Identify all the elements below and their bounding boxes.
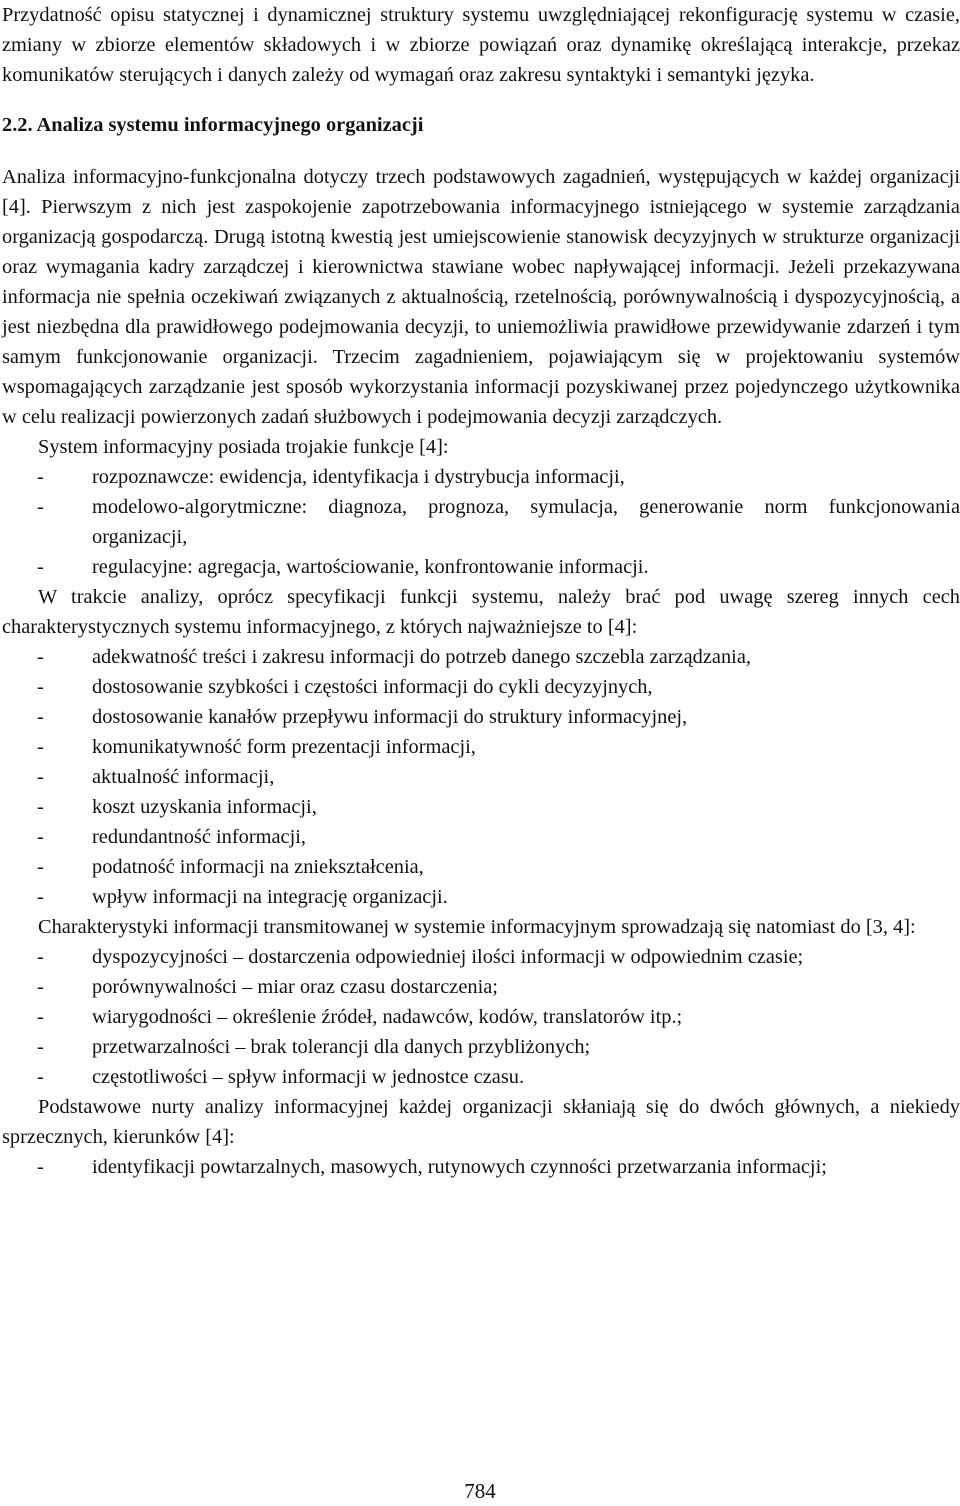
list-item-text: dyspozycyjności – dostarczenia odpowiedniej ilości informacji w odpowiednim czasie;: [92, 946, 804, 968]
list-item: [2, 1152, 960, 1182]
list-item: [2, 972, 960, 1002]
list-dash-marker: -: [37, 496, 44, 518]
list-characteristics: [2, 942, 960, 1092]
list-directions: [2, 1152, 960, 1182]
list-item-text: identyfikacji powtarzalnych, masowych, rutynowych czynności przetwarzania informacji;: [92, 1156, 827, 1178]
list-item-text: dostosowanie szybkości i częstości informacji do cykli decyzyjnych,: [92, 676, 653, 698]
list-item: [2, 672, 960, 702]
list-item-text: regulacyjne: agregacja, wartościowanie, konfrontowanie informacji.: [92, 556, 649, 578]
list-item: [2, 852, 960, 882]
list-dash-marker: -: [37, 466, 44, 488]
paragraph-features-intro: W trakcie analizy, oprócz specyfikacji funkcji systemu, należy brać pod uwagę szereg innych cech charakterystycznych systemu informacyjnego, z których najważniejsze to [4]:: [2, 586, 960, 638]
list-item: [2, 792, 960, 822]
paragraph-intro: Przydatność opisu statycznej i dynamicznej struktury systemu uwzględniającej rekonfigurację systemu w czasie, zmiany w zbiorze elementów składowych i w zbiorze powiązań oraz dynamikę określającą interakcje, przekaz komunikatów sterujących i danych zależy od wymagań oraz zakresu syntaktyki i semantyki języka.: [2, 4, 960, 86]
document-page: [2, 0, 960, 1182]
list-item-text: koszt uzyskania informacji,: [92, 796, 317, 818]
list-item: [2, 492, 960, 552]
paragraph-directions-intro: Podstawowe nurty analizy informacyjnej każdej organizacji skłaniają się do dwóch głównych, a niekiedy sprzecznych, kierunków [4]:: [2, 1096, 960, 1148]
list-item-text: rozpoznawcze: ewidencja, identyfikacja i dystrybucja informacji,: [92, 466, 625, 488]
list-item-text: wpływ informacji na integrację organizacji.: [92, 886, 448, 908]
list-item-text: redundantność informacji,: [92, 826, 307, 848]
list-dash-marker: -: [37, 646, 44, 668]
spacer: [2, 140, 960, 162]
list-dash-marker: -: [37, 886, 44, 908]
list-item-text: adekwatność treści i zakresu informacji do potrzeb danego szczebla zarządzania,: [92, 646, 751, 668]
list-item: [2, 1062, 960, 1092]
list-item: [2, 462, 960, 492]
list-item: [2, 552, 960, 582]
list-dash-marker: -: [37, 736, 44, 758]
list-item-text: aktualność informacji,: [92, 766, 275, 788]
list-item: [2, 822, 960, 852]
list-item: [2, 732, 960, 762]
list-item: [2, 642, 960, 672]
list-dash-marker: -: [37, 706, 44, 728]
list-item-text: przetwarzalności – brak tolerancji dla danych przybliżonych;: [92, 1036, 591, 1058]
list-dash-marker: -: [37, 1006, 44, 1028]
list-dash-marker: -: [37, 796, 44, 818]
list-dash-marker: -: [37, 856, 44, 878]
list-dash-marker: -: [37, 676, 44, 698]
list-item: [2, 1002, 960, 1032]
list-item-text: wiarygodności – określenie źródeł, nadawców, kodów, translatorów itp.;: [92, 1006, 683, 1028]
list-item: [2, 702, 960, 732]
list-dash-marker: -: [37, 946, 44, 968]
paragraph-functions-intro: System informacyjny posiada trojakie funkcje [4]:: [38, 436, 449, 458]
section-heading: 2.2. Analiza systemu informacyjnego organizacji: [2, 114, 424, 136]
list-item-text: częstotliwości – spływ informacji w jednostce czasu.: [92, 1066, 525, 1088]
list-item: [2, 882, 960, 912]
page-number: 784: [464, 1479, 496, 1503]
list-functions: [2, 462, 960, 582]
paragraph-analysis: Analiza informacyjno-funkcjonalna dotyczy trzech podstawowych zagadnień, występujących w każdej organizacji [4]. Pierwszym z nich jest zaspokojenie zapotrzebowania informacyjnego istniejącego w systemie zarządzania organizacją gospodarczą. Drugą istotną kwestią jest umiejscowienie stanowisk decyzyjnych w strukturze organizacji oraz wymagania kadry zarządczej i kierownictwa stawiane wobec napływającej informacji. Jeżeli przekazywana informacja nie spełnia oczekiwań związanych z aktualnością, rzetelnością, porównywalnością i dyspozycyjnością, a jest niezbędna dla prawidłowego podejmowania decyzji, to uniemożliwia prawidłowe przewidywanie zdarzeń i tym samym funkcjonowanie organizacji. Trzecim zagadnieniem, pojawiającym się w projektowaniu systemów wspomagających zarządzanie jest sposób wykorzystania informacji pozyskiwanej przez pojedynczego użytkownika w celu realizacji powierzonych zadań służbowych i podejmowania decyzji zarządczych.: [2, 166, 960, 428]
list-item-text: modelowo-algorytmiczne: diagnoza, prognoza, symulacja, generowanie norm funkcjonowania organizacji,: [92, 496, 960, 548]
list-item-text: porównywalności – miar oraz czasu dostarczenia;: [92, 976, 498, 998]
list-features: [2, 642, 960, 912]
list-item: [2, 942, 960, 972]
list-dash-marker: -: [37, 976, 44, 998]
list-item: [2, 1032, 960, 1062]
list-item-text: komunikatywność form prezentacji informacji,: [92, 736, 476, 758]
list-item-text: podatność informacji na zniekształcenia,: [92, 856, 424, 878]
list-dash-marker: -: [37, 556, 44, 578]
list-dash-marker: -: [37, 1066, 44, 1088]
list-item-text: dostosowanie kanałów przepływu informacji do struktury informacyjnej,: [92, 706, 688, 728]
paragraph-characteristics-intro: Charakterystyki informacji transmitowanej w systemie informacyjnym sprowadzają się natomiast do [3, 4]:: [38, 916, 916, 938]
list-dash-marker: -: [37, 766, 44, 788]
list-dash-marker: -: [37, 1156, 44, 1178]
spacer: [2, 90, 960, 110]
list-dash-marker: -: [37, 1036, 44, 1058]
list-dash-marker: -: [37, 826, 44, 848]
list-item: [2, 762, 960, 792]
